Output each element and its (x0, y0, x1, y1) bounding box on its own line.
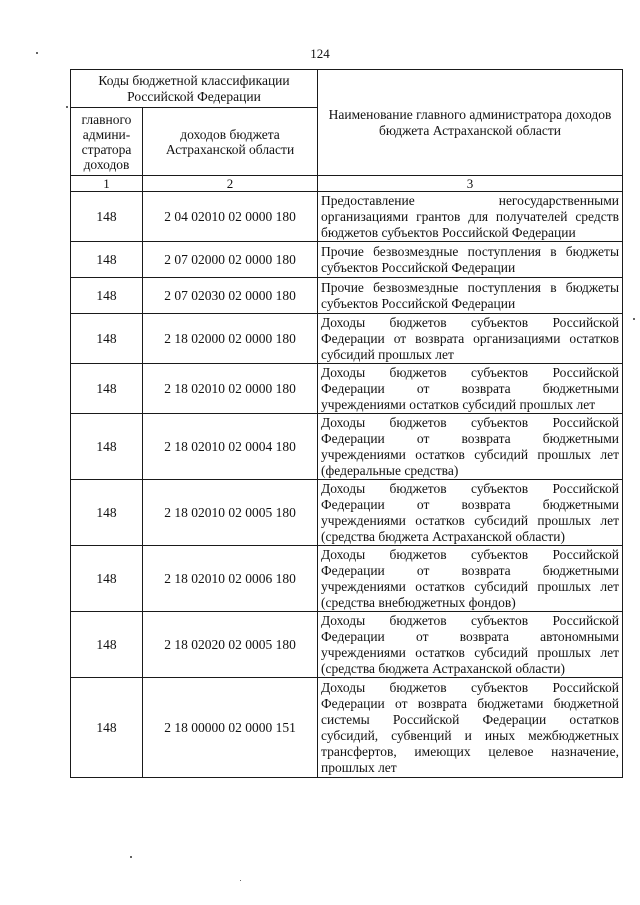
scan-speck (36, 52, 38, 54)
revenue-code-cell: 2 18 02020 02 0005 180 (143, 612, 318, 678)
revenue-name-cell: Доходы бюджетов субъектов Российской Федерации от возврата бюджетными учреждениями остатков субсидий прошлых лет (средства внебюджетных фондов) (318, 546, 623, 612)
header-row-numbers (71, 176, 623, 192)
revenue-code-cell: 2 18 02010 02 0005 180 (143, 480, 318, 546)
admin-code-cell: 148 (71, 242, 143, 278)
scan-speck (130, 856, 132, 858)
budget-classification-table (70, 69, 623, 778)
revenue-name-cell: Доходы бюджетов субъектов Российской Федерации от возврата бюджетными учреждениями остатков субсидий прошлых лет (средства бюджета Астраханской области) (318, 480, 623, 546)
revenue-name-cell: Доходы бюджетов субъектов Российской Федерации от возврата организациями остатков субсидий прошлых лет (318, 314, 623, 364)
revenue-code-cell: 2 18 02010 02 0004 180 (143, 414, 318, 480)
table-row (71, 612, 623, 678)
column-number-1: 1 (71, 176, 143, 192)
admin-code-cell: 148 (71, 612, 143, 678)
table-row (71, 364, 623, 414)
header-group-title: Коды бюджетной классификации Российской Федерации (71, 70, 318, 108)
revenue-name-cell: Доходы бюджетов субъектов Российской Федерации от возврата автономными учреждениями остатков субсидий прошлых лет (средства бюджета Астраханской области) (318, 612, 623, 678)
revenue-code-cell: 2 18 00000 02 0000 151 (143, 678, 318, 778)
revenue-name-cell: Доходы бюджетов субъектов Российской Федерации от возврата бюджетами бюджетной системы Российской Федерации остатков субсидий, субвенций и иных межбюджетных трансфертов, имеющих целевое назначение, прошлых лет (318, 678, 623, 778)
revenue-code-cell: 2 18 02000 02 0000 180 (143, 314, 318, 364)
header-col-admin: главного админи-стратора доходов (71, 108, 143, 176)
header-row-group (71, 70, 623, 108)
admin-code-cell: 148 (71, 278, 143, 314)
table-row (71, 278, 623, 314)
admin-code-cell: 148 (71, 546, 143, 612)
scan-speck (66, 106, 68, 108)
table-row (71, 242, 623, 278)
revenue-name-cell: Доходы бюджетов субъектов Российской Федерации от возврата бюджетными учреждениями остатков субсидий прошлых лет (318, 364, 623, 414)
scan-speck (240, 880, 241, 881)
revenue-code-cell: 2 18 02010 02 0006 180 (143, 546, 318, 612)
revenue-name-cell: Доходы бюджетов субъектов Российской Федерации от возврата бюджетными учреждениями остатков субсидий прошлых лет (федеральные средства) (318, 414, 623, 480)
table-row (71, 414, 623, 480)
column-number-2: 2 (143, 176, 318, 192)
table-row (71, 192, 623, 242)
revenue-name-cell: Прочие безвозмездные поступления в бюджеты субъектов Российской Федерации (318, 242, 623, 278)
column-number-3: 3 (318, 176, 623, 192)
admin-code-cell: 148 (71, 314, 143, 364)
revenue-code-cell: 2 07 02000 02 0000 180 (143, 242, 318, 278)
header-col-code: доходов бюджета Астраханской области (143, 108, 318, 176)
revenue-code-cell: 2 07 02030 02 0000 180 (143, 278, 318, 314)
header-col-name: Наименование главного администратора доходов бюджета Астраханской области (318, 70, 623, 176)
table-row (71, 480, 623, 546)
table-row (71, 314, 623, 364)
revenue-code-cell: 2 18 02010 02 0000 180 (143, 364, 318, 414)
revenue-name-cell: Предоставление негосударственными организациями грантов для получателей средств бюджетов субъектов Российской Федерации (318, 192, 623, 242)
page-number: 124 (310, 46, 330, 61)
revenue-name-cell: Прочие безвозмездные поступления в бюджеты субъектов Российской Федерации (318, 278, 623, 314)
admin-code-cell: 148 (71, 364, 143, 414)
table-row (71, 678, 623, 778)
table-row (71, 546, 623, 612)
revenue-code-cell: 2 04 02010 02 0000 180 (143, 192, 318, 242)
admin-code-cell: 148 (71, 414, 143, 480)
admin-code-cell: 148 (71, 678, 143, 778)
scan-speck (633, 318, 635, 320)
admin-code-cell: 148 (71, 480, 143, 546)
admin-code-cell: 148 (71, 192, 143, 242)
